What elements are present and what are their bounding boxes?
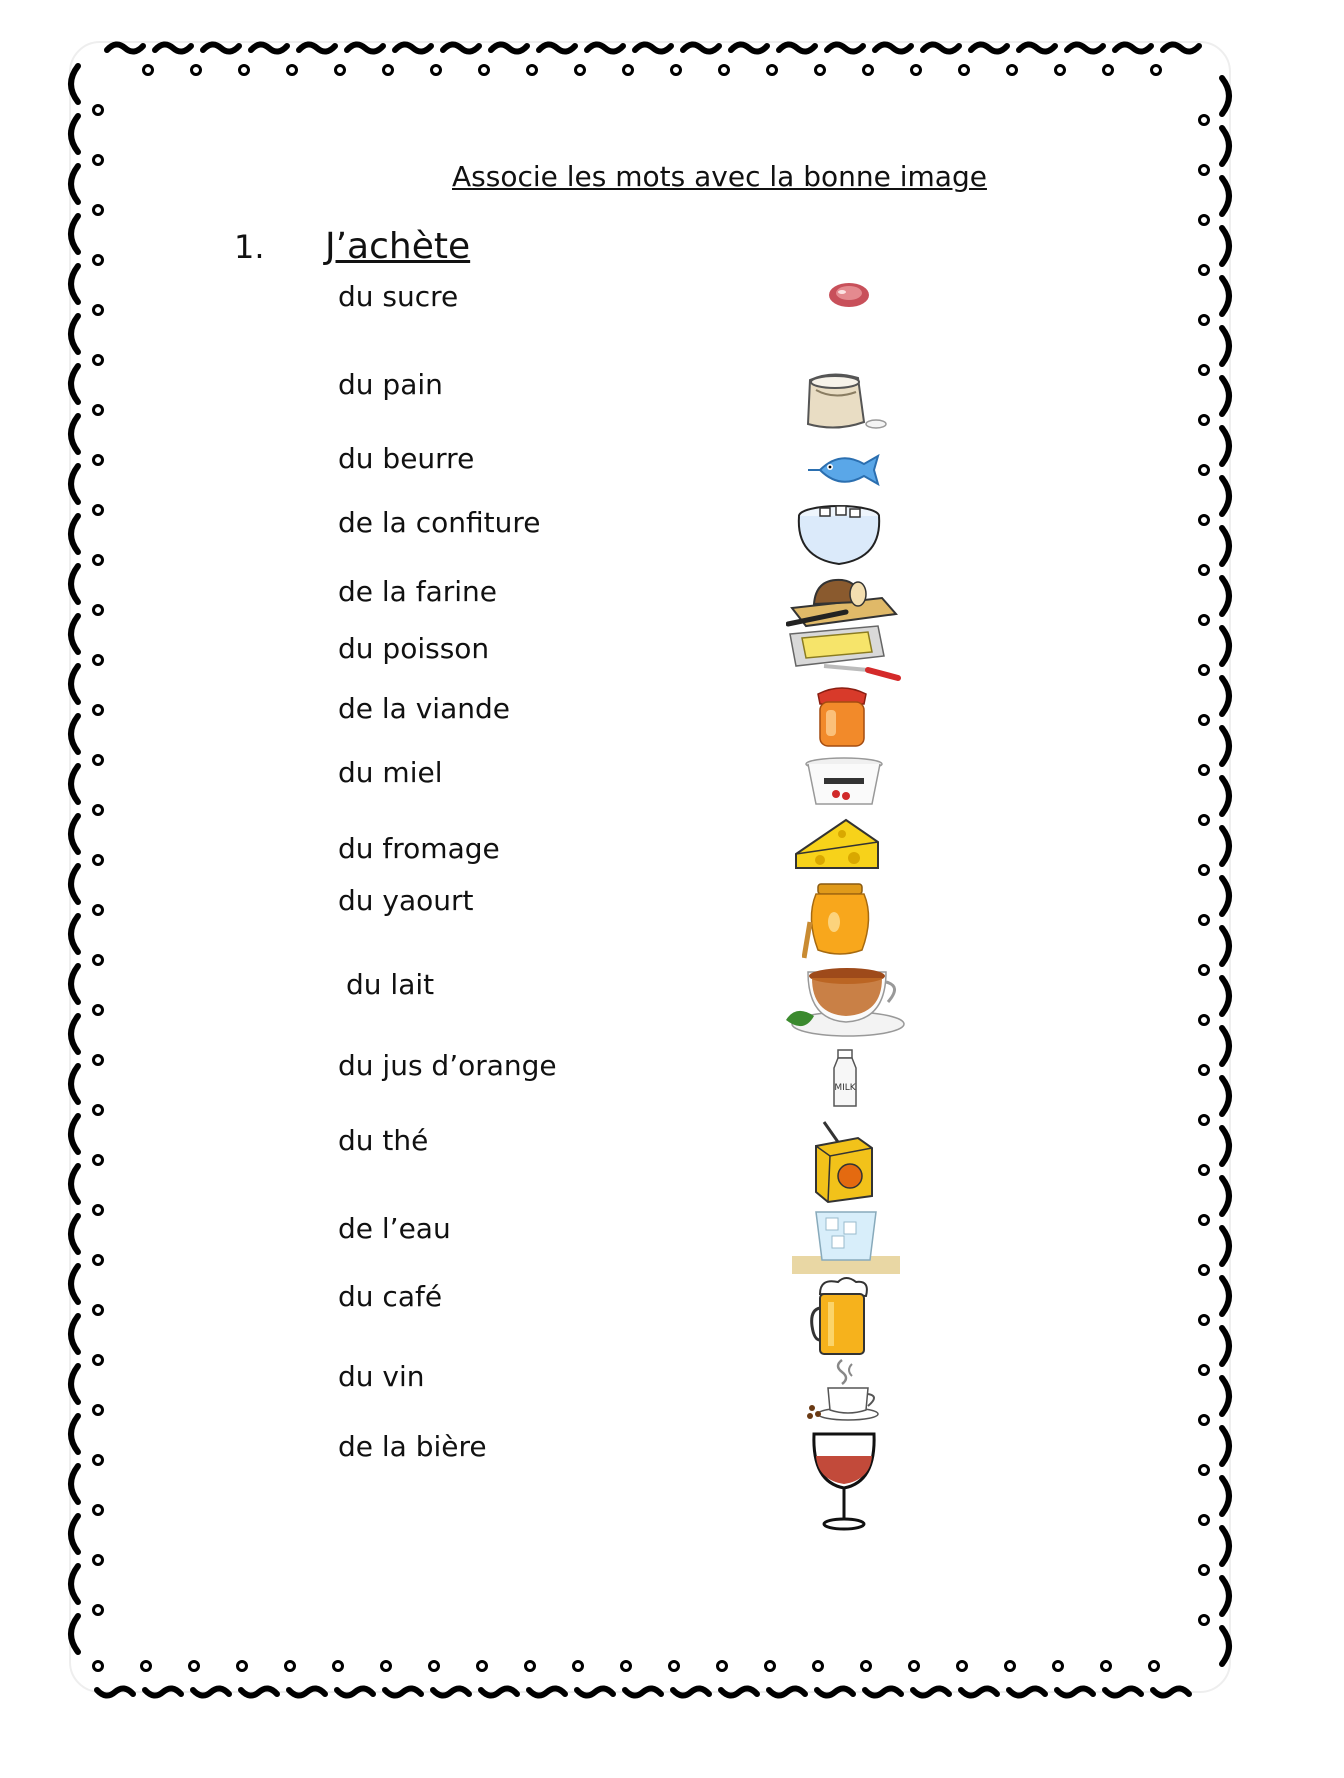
border-dot bbox=[1200, 1616, 1209, 1625]
border-wave bbox=[923, 44, 959, 51]
border-dot bbox=[672, 66, 681, 75]
border-wave bbox=[817, 1688, 853, 1695]
border-dot bbox=[670, 1662, 679, 1671]
milk-label: MILK bbox=[834, 1083, 856, 1093]
cheese-icon bbox=[792, 816, 882, 874]
border-paren bbox=[71, 1216, 78, 1252]
word-de-la-farine: de la farine bbox=[338, 575, 498, 608]
word-du-poisson: du poisson bbox=[338, 632, 490, 665]
border-dot bbox=[1200, 166, 1209, 175]
border-paren bbox=[1222, 1278, 1229, 1314]
border-dot bbox=[336, 66, 345, 75]
border-paren bbox=[71, 416, 78, 452]
border-paren bbox=[71, 166, 78, 202]
border-wave bbox=[721, 1688, 757, 1695]
border-paren bbox=[1222, 1628, 1229, 1664]
worksheet-title: Associe les mots avec la bonne image bbox=[452, 160, 987, 193]
border-dot bbox=[1200, 1266, 1209, 1275]
section-heading: J’achète bbox=[325, 226, 471, 267]
border-dot bbox=[1200, 1016, 1209, 1025]
word-du-pain: du pain bbox=[338, 368, 443, 401]
border-dot bbox=[1200, 816, 1209, 825]
border-dot bbox=[382, 1662, 391, 1671]
border-paren bbox=[71, 1566, 78, 1602]
border-dot bbox=[1200, 1366, 1209, 1375]
border-wave bbox=[347, 44, 383, 51]
border-paren bbox=[1222, 1578, 1229, 1614]
border-dot bbox=[958, 1662, 967, 1671]
border-wave bbox=[769, 1688, 805, 1695]
border-dot bbox=[1200, 416, 1209, 425]
border-dot bbox=[1104, 66, 1113, 75]
border-dot bbox=[430, 1662, 439, 1671]
border-dot bbox=[384, 66, 393, 75]
border-paren bbox=[71, 1616, 78, 1652]
border-paren bbox=[1222, 1428, 1229, 1464]
border-dot bbox=[1200, 916, 1209, 925]
meat-icon bbox=[826, 278, 872, 312]
border-dot bbox=[94, 1556, 103, 1565]
border-dot bbox=[94, 1156, 103, 1165]
border-dot bbox=[1200, 616, 1209, 625]
border-wave bbox=[443, 44, 479, 51]
border-dot bbox=[960, 66, 969, 75]
border-dot bbox=[816, 66, 825, 75]
border-wave bbox=[289, 1688, 325, 1695]
border-dot bbox=[1200, 116, 1209, 125]
border-wave bbox=[241, 1688, 277, 1695]
border-wave bbox=[731, 44, 767, 51]
border-paren bbox=[71, 766, 78, 802]
border-dot bbox=[94, 1206, 103, 1215]
border-paren bbox=[71, 1416, 78, 1452]
border-dot bbox=[94, 556, 103, 565]
border-paren bbox=[71, 1016, 78, 1052]
juice-box-icon bbox=[808, 1120, 880, 1204]
border-dot bbox=[1200, 1166, 1209, 1175]
border-dot bbox=[1200, 566, 1209, 575]
border-paren bbox=[1222, 978, 1229, 1014]
border-dot bbox=[240, 66, 249, 75]
border-dot bbox=[718, 1662, 727, 1671]
border-dot bbox=[94, 306, 103, 315]
border-wave bbox=[1057, 1688, 1093, 1695]
border-dot bbox=[720, 66, 729, 75]
border-wave bbox=[97, 1688, 133, 1695]
border-dot bbox=[94, 906, 103, 915]
honey-pot-icon bbox=[802, 878, 882, 960]
border-dot bbox=[1200, 966, 1209, 975]
border-dot bbox=[1200, 366, 1209, 375]
beer-mug-icon bbox=[810, 1274, 878, 1358]
border-paren bbox=[71, 66, 78, 102]
butter-knife-icon bbox=[784, 622, 902, 686]
border-dot bbox=[1200, 866, 1209, 875]
border-dot bbox=[576, 66, 585, 75]
border-dot bbox=[1200, 1316, 1209, 1325]
border-paren bbox=[1222, 1528, 1229, 1564]
border-dot bbox=[190, 1662, 199, 1671]
border-dot bbox=[1102, 1662, 1111, 1671]
border-dot bbox=[1200, 1516, 1209, 1525]
border-dot bbox=[1200, 716, 1209, 725]
word-du-beurre: du beurre bbox=[338, 442, 475, 475]
border-dot bbox=[1006, 1662, 1015, 1671]
border-dot bbox=[526, 1662, 535, 1671]
border-dot bbox=[94, 856, 103, 865]
border-wave bbox=[337, 1688, 373, 1695]
border-paren bbox=[71, 216, 78, 252]
border-paren bbox=[71, 316, 78, 352]
word-de-la-viande: de la viande bbox=[338, 692, 510, 725]
border-paren bbox=[1222, 928, 1229, 964]
border-paren bbox=[71, 1266, 78, 1302]
border-dot bbox=[94, 156, 103, 165]
border-paren bbox=[71, 716, 78, 752]
border-dot bbox=[1152, 66, 1161, 75]
border-paren bbox=[1222, 428, 1229, 464]
border-dot bbox=[94, 806, 103, 815]
border-paren bbox=[71, 1116, 78, 1152]
word-du-jus-dorange: du jus d’orange bbox=[338, 1049, 557, 1082]
border-dot bbox=[574, 1662, 583, 1671]
border-dot bbox=[94, 706, 103, 715]
border-paren bbox=[71, 1366, 78, 1402]
jam-jar-icon bbox=[812, 682, 872, 750]
border-paren bbox=[1222, 1478, 1229, 1514]
border-wave bbox=[683, 44, 719, 51]
word-du-fromage: du fromage bbox=[338, 832, 500, 865]
border-paren bbox=[71, 1516, 78, 1552]
border-paren bbox=[71, 666, 78, 702]
border-paren bbox=[1222, 378, 1229, 414]
border-dot bbox=[94, 1356, 103, 1365]
border-dot bbox=[1200, 1416, 1209, 1425]
border-wave bbox=[433, 1688, 469, 1695]
border-dot bbox=[432, 66, 441, 75]
border-paren bbox=[1222, 278, 1229, 314]
border-dot bbox=[238, 1662, 247, 1671]
border-paren bbox=[1222, 878, 1229, 914]
border-paren bbox=[1222, 828, 1229, 864]
border-dot bbox=[1200, 1566, 1209, 1575]
border-paren bbox=[71, 266, 78, 302]
border-dot bbox=[910, 1662, 919, 1671]
border-wave bbox=[865, 1688, 901, 1695]
border-wave bbox=[529, 1688, 565, 1695]
border-dot bbox=[864, 66, 873, 75]
border-dot bbox=[94, 1306, 103, 1315]
border-dot bbox=[94, 606, 103, 615]
border-paren bbox=[71, 116, 78, 152]
border-dot bbox=[528, 66, 537, 75]
border-wave bbox=[875, 44, 911, 51]
border-dot bbox=[94, 456, 103, 465]
border-dot bbox=[142, 1662, 151, 1671]
border-dot bbox=[94, 206, 103, 215]
border-paren bbox=[1222, 578, 1229, 614]
border-wave bbox=[491, 44, 527, 51]
border-dot bbox=[1200, 466, 1209, 475]
fish-icon bbox=[806, 448, 882, 492]
border-dot bbox=[1054, 1662, 1063, 1671]
border-wave bbox=[1009, 1688, 1045, 1695]
border-paren bbox=[1222, 128, 1229, 164]
word-du-sucre: du sucre bbox=[338, 280, 459, 313]
border-wave bbox=[1067, 44, 1103, 51]
border-dot bbox=[622, 1662, 631, 1671]
border-paren bbox=[1222, 1178, 1229, 1214]
word-du-vin: du vin bbox=[338, 1360, 425, 1393]
border-paren bbox=[1222, 1328, 1229, 1364]
border-dot bbox=[1200, 766, 1209, 775]
border-wave bbox=[971, 44, 1007, 51]
wine-glass-icon bbox=[808, 1426, 880, 1536]
border-dot bbox=[94, 1506, 103, 1515]
border-dot bbox=[1008, 66, 1017, 75]
flour-sack-icon bbox=[802, 370, 888, 432]
border-wave bbox=[827, 44, 863, 51]
word-du-cafe: du café bbox=[338, 1280, 443, 1313]
border-paren bbox=[1222, 178, 1229, 214]
border-dot bbox=[1200, 266, 1209, 275]
word-du-lait: du lait bbox=[346, 968, 435, 1001]
border-wave bbox=[587, 44, 623, 51]
border-dot bbox=[94, 1106, 103, 1115]
border-dot bbox=[288, 66, 297, 75]
border-paren bbox=[1222, 228, 1229, 264]
border-dot bbox=[1200, 516, 1209, 525]
tea-cup-icon bbox=[782, 958, 908, 1040]
border-wave bbox=[1115, 44, 1151, 51]
border-dot bbox=[94, 1662, 103, 1671]
border-dot bbox=[94, 256, 103, 265]
border-dot bbox=[1200, 1216, 1209, 1225]
border-paren bbox=[1222, 778, 1229, 814]
border-dot bbox=[94, 1606, 103, 1615]
border-wave bbox=[577, 1688, 613, 1695]
border-dot bbox=[334, 1662, 343, 1671]
border-dot bbox=[192, 66, 201, 75]
border-paren bbox=[1222, 728, 1229, 764]
border-wave bbox=[299, 44, 335, 51]
border-dot bbox=[94, 406, 103, 415]
border-dot bbox=[144, 66, 153, 75]
bread-board-icon bbox=[786, 568, 900, 628]
border-paren bbox=[71, 516, 78, 552]
border-wave bbox=[107, 44, 143, 51]
border-dot bbox=[1200, 1466, 1209, 1475]
water-glass-icon bbox=[792, 1208, 900, 1274]
border-dot bbox=[624, 66, 633, 75]
border-paren bbox=[71, 966, 78, 1002]
border-dot bbox=[766, 1662, 775, 1671]
border-dot bbox=[862, 1662, 871, 1671]
border-paren bbox=[1222, 1078, 1229, 1114]
border-paren bbox=[71, 1316, 78, 1352]
word-du-miel: du miel bbox=[338, 756, 443, 789]
word-de-leau: de l’eau bbox=[338, 1212, 451, 1245]
border-paren bbox=[71, 1166, 78, 1202]
section-number: 1. bbox=[234, 228, 265, 266]
border-paren bbox=[1222, 528, 1229, 564]
border-paren bbox=[1222, 628, 1229, 664]
border-dot bbox=[94, 506, 103, 515]
border-dot bbox=[1200, 216, 1209, 225]
border-paren bbox=[1222, 678, 1229, 714]
border-dot bbox=[768, 66, 777, 75]
border-dot bbox=[94, 1056, 103, 1065]
border-paren bbox=[71, 866, 78, 902]
border-wave bbox=[779, 44, 815, 51]
milk-bottle-icon bbox=[820, 1046, 878, 1114]
border-wave bbox=[385, 1688, 421, 1695]
border-paren bbox=[71, 616, 78, 652]
border-dot bbox=[94, 756, 103, 765]
border-dot bbox=[1150, 1662, 1159, 1671]
border-wave bbox=[635, 44, 671, 51]
border-dot bbox=[1056, 66, 1065, 75]
sugar-bowl-icon bbox=[794, 502, 884, 568]
border-wave bbox=[481, 1688, 517, 1695]
border-paren bbox=[71, 466, 78, 502]
border-paren bbox=[1222, 78, 1229, 114]
border-paren bbox=[1222, 1228, 1229, 1264]
border-wave bbox=[1105, 1688, 1141, 1695]
border-wave bbox=[539, 44, 575, 51]
border-paren bbox=[1222, 328, 1229, 364]
border-dot bbox=[480, 66, 489, 75]
border-dot bbox=[814, 1662, 823, 1671]
border-paren bbox=[71, 916, 78, 952]
border-dot bbox=[94, 356, 103, 365]
border-wave bbox=[1163, 44, 1199, 51]
word-du-yaourt: du yaourt bbox=[338, 884, 474, 917]
border-wave bbox=[395, 44, 431, 51]
yogurt-pot-icon bbox=[802, 756, 886, 808]
word-de-la-biere: de la bière bbox=[338, 1430, 487, 1463]
border-paren bbox=[1222, 1028, 1229, 1064]
border-dot bbox=[94, 656, 103, 665]
coffee-cup-icon bbox=[804, 1356, 884, 1426]
border-paren bbox=[71, 566, 78, 602]
word-de-la-confiture: de la confiture bbox=[338, 506, 541, 539]
border-paren bbox=[1222, 1128, 1229, 1164]
border-paren bbox=[1222, 478, 1229, 514]
border-wave bbox=[155, 44, 191, 51]
border-wave bbox=[145, 1688, 181, 1695]
border-dot bbox=[94, 1456, 103, 1465]
border-dot bbox=[94, 956, 103, 965]
border-wave bbox=[961, 1688, 997, 1695]
border-dot bbox=[1200, 666, 1209, 675]
border-paren bbox=[71, 1466, 78, 1502]
border-wave bbox=[625, 1688, 661, 1695]
border-dot bbox=[94, 1406, 103, 1415]
border-dot bbox=[94, 1006, 103, 1015]
border-wave bbox=[673, 1688, 709, 1695]
border-dot bbox=[1200, 1066, 1209, 1075]
border-paren bbox=[71, 366, 78, 402]
border-wave bbox=[203, 44, 239, 51]
border-dot bbox=[94, 106, 103, 115]
border-wave bbox=[1019, 44, 1055, 51]
border-dot bbox=[286, 1662, 295, 1671]
border-wave bbox=[1153, 1688, 1189, 1695]
border-dot bbox=[94, 1256, 103, 1265]
border-wave bbox=[913, 1688, 949, 1695]
border-wave bbox=[251, 44, 287, 51]
border-dot bbox=[478, 1662, 487, 1671]
border-dot bbox=[1200, 1116, 1209, 1125]
border-dot bbox=[1200, 316, 1209, 325]
border-paren bbox=[71, 816, 78, 852]
border-wave bbox=[193, 1688, 229, 1695]
border-paren bbox=[1222, 1378, 1229, 1414]
border-paren bbox=[71, 1066, 78, 1102]
word-du-the: du thé bbox=[338, 1124, 429, 1157]
border-dot bbox=[912, 66, 921, 75]
